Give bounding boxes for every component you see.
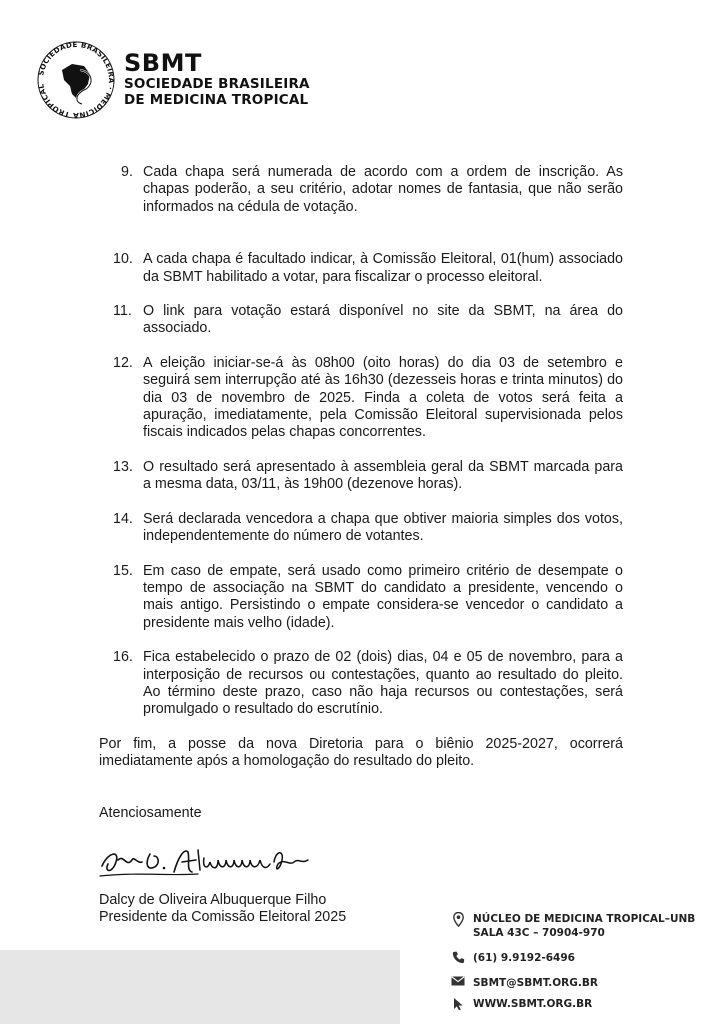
- email-address[interactable]: SBMT@SBMT.ORG.BR: [473, 977, 598, 989]
- closing-paragraph: Por fim, a posse da nova Diretoria para o biênio 2025-2027, ocorrerá imediatamente após a homologação do resultado do pleito.: [99, 735, 623, 770]
- svg-text:SOCIEDADE BRASILEIRA · MEDICIN: SOCIEDADE BRASILEIRA · MEDICINA TROPICAL: [36, 40, 116, 120]
- item-number: 9.: [121, 164, 133, 180]
- contact-phone: [449, 951, 575, 965]
- footer-bar: [0, 950, 400, 1024]
- address-line2: SALA 43C – 70904-970: [473, 927, 605, 939]
- sbmt-logo: [36, 40, 116, 120]
- brand-name-line1: SOCIEDADE BRASILEIRA: [124, 76, 310, 92]
- item-number: 11.: [113, 303, 132, 320]
- brand-name-line2: DE MEDICINA TROPICAL: [124, 92, 309, 108]
- list-item: [99, 511, 623, 546]
- phone-icon: [449, 951, 467, 964]
- item-number: 15.: [113, 562, 133, 579]
- cursor-arrow-icon: [449, 997, 467, 1011]
- address-line1: NÚCLEO DE MEDICINA TROPICAL–UNB: [473, 913, 696, 925]
- item-number: 13.: [113, 458, 133, 475]
- brand-block: [124, 50, 310, 108]
- greeting: Atenciosamente: [99, 804, 202, 821]
- item-text: Fica estabelecido o prazo de 02 (dois) dias, 04 e 05 de novembro, para a interposição de recursos ou contestações, quanto ao resultado do pleito. Ao término deste prazo, caso não haja recursos ou contestações, será promulgado o resultado do escrutínio.: [143, 649, 623, 718]
- item-text: A cada chapa é facultado indicar, à Comissão Eleitoral, 01(hum) associado da SBMT habilitado a votar, para fiscalizar o processo eleitoral.: [143, 251, 623, 285]
- list-item: [99, 355, 623, 442]
- item-text: A eleição iniciar-se-á às 08h00 (oito horas) do dia 03 de setembro e seguirá sem interrupção até às 16h30 (dezesseis horas e trinta minutos) do dia 03 de novembro de 2025. Finda a coleta de votos será feita a apuração, imediatamente, pela Comissão Eleitoral supervisionada pelos fiscais indicados pelas chapas concorrentes.: [143, 354, 623, 441]
- list-item: [99, 563, 623, 633]
- list-item: [99, 303, 623, 338]
- item-text: Cada chapa será numerada de acordo com a ordem de inscrição. As chapas poderão, a seu critério, adotar nomes de fantasia, que não serão informados na cédula de votação.: [143, 164, 623, 215]
- item-text: Em caso de empate, será usado como primeiro critério de desempate o tempo de associação na SBMT do candidato a presidente, vencendo o mais antigo. Persistindo o empate considera-se vencedor o candidato a presidente mais velho (idade).: [143, 562, 623, 631]
- list-item: [99, 251, 623, 286]
- contact-email: [449, 976, 598, 990]
- signer-role: Presidente da Comissão Eleitoral 2025: [99, 909, 347, 926]
- item-number: 16.: [113, 649, 133, 666]
- phone-number: (61) 9.9192-6496: [473, 952, 575, 964]
- list-item: [99, 164, 623, 216]
- item-number: 10.: [113, 251, 133, 268]
- item-number: 14.: [113, 510, 133, 527]
- envelope-icon: [449, 976, 467, 986]
- item-number: 12.: [113, 354, 133, 371]
- contact-website: [449, 997, 592, 1011]
- brand-abbreviation: SBMT: [124, 49, 202, 77]
- contact-address: [449, 912, 695, 940]
- item-text: O resultado será apresentado à assembleia geral da SBMT marcada para a mesma data, 03/11, às 19h00 (dezenove horas).: [143, 458, 623, 493]
- website-url[interactable]: WWW.SBMT.ORG.BR: [473, 998, 593, 1010]
- signer-name: Dalcy de Oliveira Albuquerque Filho: [99, 892, 327, 908]
- location-pin-icon: [449, 912, 467, 927]
- item-text: O link para votação estará disponível no site da SBMT, na área do associado.: [143, 303, 623, 337]
- document-body: [99, 164, 623, 822]
- signer-block: [99, 892, 346, 927]
- handwritten-signature: [98, 842, 328, 880]
- list-item: [99, 649, 623, 719]
- item-text: Será declarada vencedora a chapa que obtiver maioria simples dos votos, independentemente do número de votantes.: [143, 510, 623, 545]
- list-item: [99, 459, 623, 494]
